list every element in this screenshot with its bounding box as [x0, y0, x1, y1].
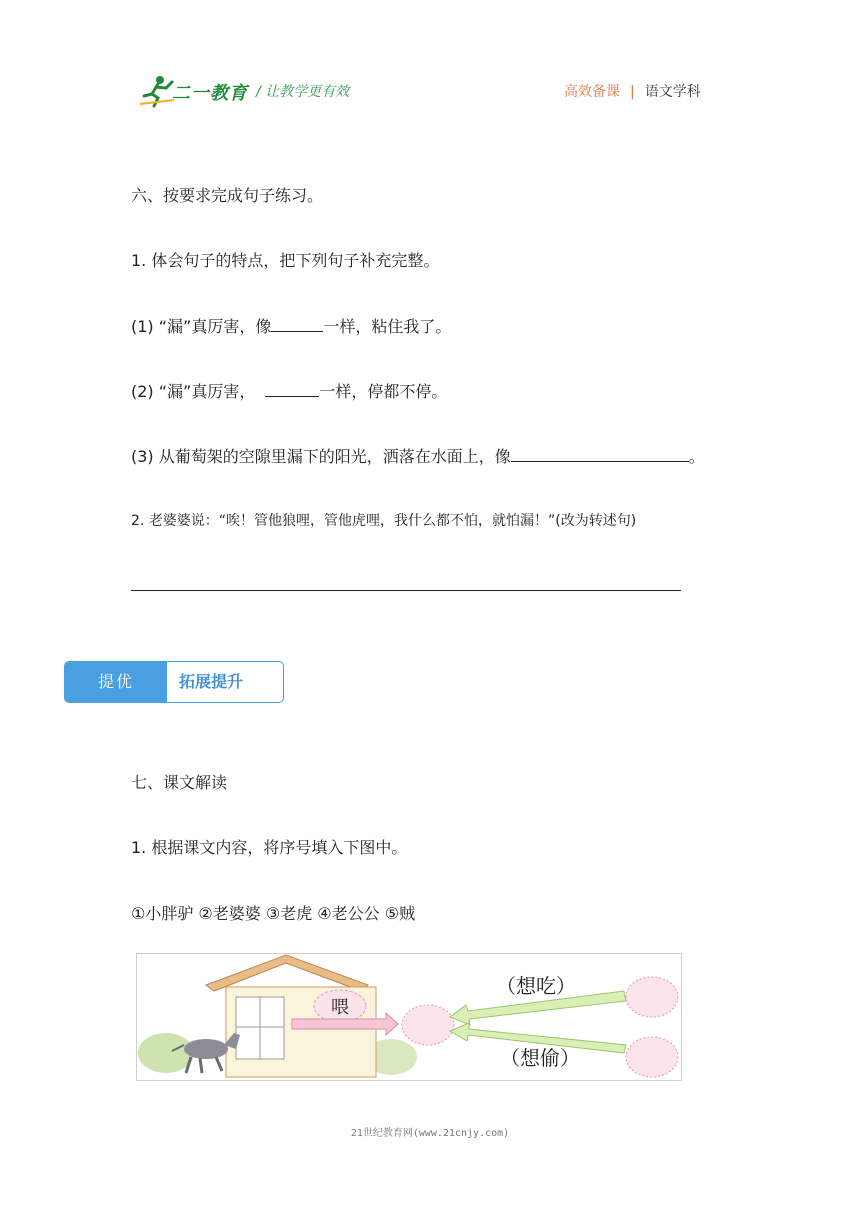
answer-circle-bottom[interactable] — [626, 1037, 678, 1077]
answer-line[interactable] — [131, 590, 681, 591]
sentence-1 — [131, 314, 451, 337]
answer-blank[interactable] — [511, 460, 689, 462]
header-subject — [564, 81, 701, 101]
header-divider: | — [630, 84, 635, 100]
header-subject-right: 语文学科 — [644, 84, 701, 100]
header-subject-left: 高效备课 — [564, 84, 620, 100]
sentence-3-part-b: 。 — [688, 447, 705, 466]
sentence-3 — [131, 444, 705, 467]
label-want-eat: （想吃） — [496, 974, 576, 998]
badge-left-label: 提优 — [65, 662, 167, 702]
section6-q1: 1. 体会句子的特点，把下列句子补充完整。 — [131, 251, 440, 270]
answer-circle-top[interactable] — [626, 977, 678, 1017]
section7-options: ①小胖驴 ②老婆婆 ③老虎 ④老公公 ⑤贼 — [131, 904, 416, 923]
section-badge — [64, 661, 284, 703]
section7-title: 七、课文解读 — [131, 773, 228, 792]
sentence-2 — [131, 379, 447, 402]
sentence-3-part-a: (3) 从葡萄架的空隙里漏下的阳光，洒落在水面上，像 — [131, 447, 511, 466]
section7-q1: 1. 根据课文内容，将序号填入下图中。 — [131, 838, 408, 857]
answer-blank[interactable] — [265, 395, 319, 397]
section6-title: 六、按要求完成句子练习。 — [131, 186, 324, 205]
sentence-2-part-b: 一样，停都不停。 — [319, 382, 448, 401]
footer: 21世纪教育网(www.21cnjy.com) — [350, 1128, 510, 1139]
slogan: / 让教学更有效 — [256, 84, 350, 100]
bush-left-icon — [138, 1033, 194, 1073]
answer-circle-center[interactable] — [402, 1005, 454, 1045]
sentence-1-part-b: 一样，粘住我了。 — [323, 317, 452, 336]
label-want-steal: （想偷） — [500, 1046, 580, 1070]
section6-q2: 2. 老婆婆说：“唉！管他狼哩，管他虎哩，我什么都不怕，就怕漏！”(改为转述句) — [131, 513, 637, 529]
story-diagram-canvas — [136, 953, 682, 1081]
badge-right-label: 拓展提升 — [179, 672, 244, 691]
center-label: 喂 — [331, 997, 349, 1018]
sentence-1-part-a: (1) “漏”真厉害，像 — [131, 317, 272, 336]
sentence-2-part-a: (2) “漏”真厉害， — [131, 382, 256, 401]
story-diagram — [136, 953, 682, 1081]
answer-blank[interactable] — [271, 330, 323, 332]
logo-text: 二一教育 — [172, 83, 248, 104]
